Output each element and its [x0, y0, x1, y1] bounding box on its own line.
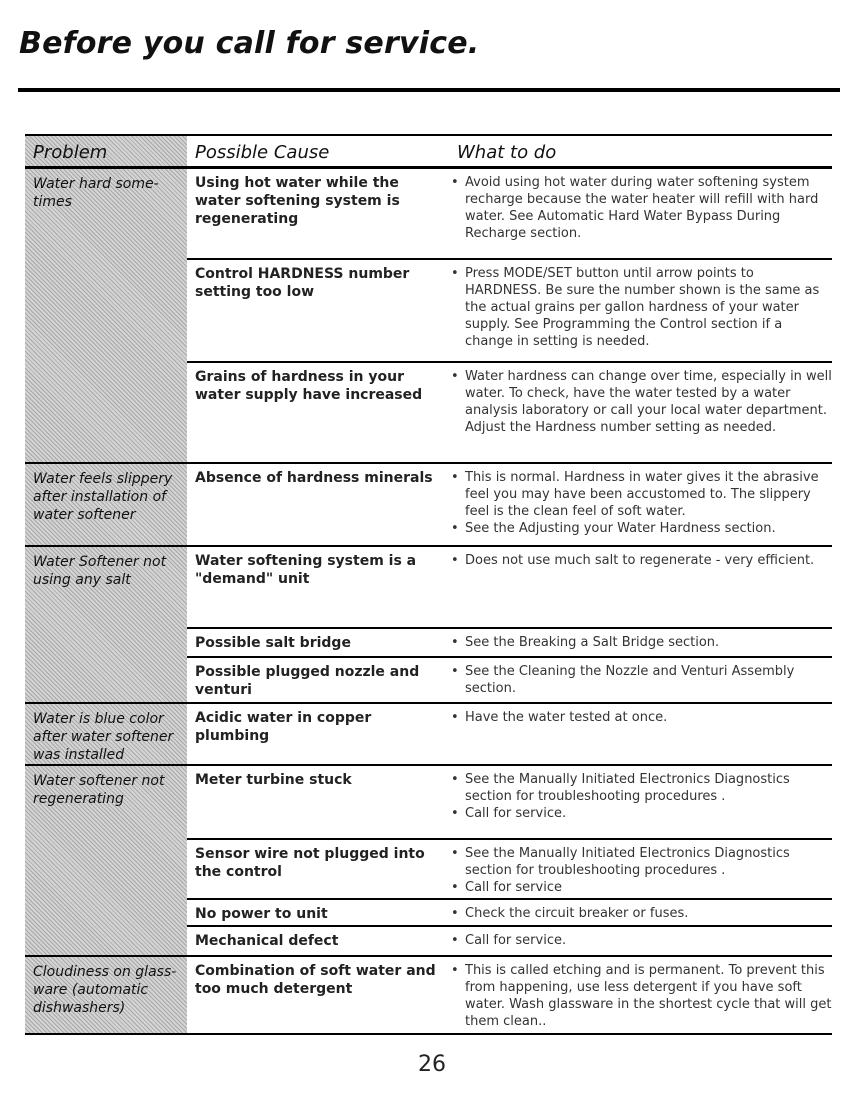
- page-title: Before you call for service.: [19, 26, 480, 61]
- table-row: [187, 361, 832, 462]
- problem-group: [25, 766, 832, 957]
- what-to-do-cell: [449, 927, 832, 955]
- bullet-item: • This is called etching and is permanent. To prevent this from happening, use less detergent if you have soft water. Wash glassware in the shortest cycle that will get them clean..: [451, 962, 832, 1030]
- cause-cell: Sensor wire not plugged into the control: [195, 846, 425, 880]
- cause-cell: Control HARDNESS number setting too low: [195, 266, 410, 300]
- bullet-item: • Press MODE/SET button until arrow points to HARDNESS. Be sure the number shown is the same as the actual grains per gallon hardness of your water supply. See Programming the Control section if a change in setting is needed.: [451, 265, 832, 350]
- problem-group: [25, 464, 832, 547]
- what-to-do-cell: [449, 464, 832, 545]
- header-possible-cause: Possible Cause: [195, 142, 330, 163]
- bullet-item: • Check the circuit breaker or fuses.: [451, 905, 832, 922]
- bullet-item: • Water hardness can change over time, especially in well water. To check, have the water tested by a water analysis laboratory or call your local water department. Adjust the Hardness number setting as needed.: [451, 368, 832, 436]
- page-number: 26: [418, 1052, 446, 1077]
- problem-cell: Cloudiness on glass- ware (automatic dishwashers): [25, 957, 187, 1033]
- what-to-do-cell: [449, 766, 832, 838]
- table-header: [25, 134, 832, 169]
- what-to-do-cell: [449, 363, 832, 462]
- bullet-item: • See the Breaking a Salt Bridge section.: [451, 634, 832, 651]
- table-row: [187, 258, 832, 361]
- what-to-do-cell: [449, 957, 832, 1033]
- what-to-do-cell: [449, 547, 832, 627]
- cause-cell: Meter turbine stuck: [195, 772, 352, 788]
- cause-cell: Mechanical defect: [195, 933, 339, 949]
- troubleshooting-table: [25, 134, 832, 1035]
- problem-group: [25, 169, 832, 464]
- bullet-item: • Does not use much salt to regenerate - very efficient.: [451, 552, 832, 569]
- what-to-do-cell: [449, 704, 832, 744]
- problem-group: [25, 957, 832, 1035]
- table-row: [187, 766, 832, 838]
- cause-cell: Using hot water while the water softening system is regenerating: [195, 175, 400, 227]
- cause-cell: Absence of hardness minerals: [195, 470, 433, 486]
- table-row: [187, 925, 832, 955]
- table-row: [187, 656, 832, 702]
- table-row: [187, 898, 832, 925]
- cause-cell: Combination of soft water and too much detergent: [195, 963, 436, 997]
- title-rule: [18, 88, 840, 92]
- table-row: [187, 627, 832, 656]
- cause-cell: No power to unit: [195, 906, 328, 922]
- table-row: [187, 838, 832, 898]
- what-to-do-cell: [449, 629, 832, 656]
- problem-group: [25, 704, 832, 766]
- what-to-do-cell: [449, 260, 832, 361]
- table-row: [187, 547, 832, 627]
- what-to-do-cell: [449, 169, 832, 258]
- problem-cell: Water feels slippery after installation of water softener: [25, 464, 187, 545]
- problem-cell: Water Softener not using any salt: [25, 547, 187, 702]
- cause-cell: Water softening system is a "demand" unit: [195, 553, 417, 587]
- cause-cell: Acidic water in copper plumbing: [195, 710, 372, 744]
- what-to-do-cell: [449, 840, 832, 898]
- cause-cell: Grains of hardness in your water supply have increased: [195, 369, 423, 403]
- bullet-item: • See the Manually Initiated Electronics Diagnostics section for troubleshooting procedures .: [451, 771, 832, 805]
- bullet-item: • Call for service.: [451, 805, 832, 822]
- cause-cell: Possible plugged nozzle and venturi: [195, 664, 420, 698]
- bullet-item: • See the Cleaning the Nozzle and Venturi Assembly section.: [451, 663, 832, 697]
- table-row: [187, 169, 832, 258]
- bullet-item: • See the Manually Initiated Electronics Diagnostics section for troubleshooting procedures .: [451, 845, 832, 879]
- bullet-item: • Have the water tested at once.: [451, 709, 832, 726]
- problem-cell: Water is blue color after water softener was installed: [25, 704, 187, 764]
- table-row: [187, 704, 832, 744]
- what-to-do-cell: [449, 900, 832, 925]
- bullet-item: • See the Adjusting your Water Hardness section.: [451, 520, 832, 537]
- problem-cell: Water softener not regenerating: [25, 766, 187, 955]
- header-what-to-do: What to do: [457, 142, 557, 163]
- header-problem: Problem: [25, 136, 187, 166]
- cause-cell: Possible salt bridge: [195, 635, 351, 651]
- bullet-item: • This is normal. Hardness in water gives it the abrasive feel you may have been accustomed to. The slippery feel is the clean feel of soft water.: [451, 469, 832, 520]
- problem-group: [25, 547, 832, 704]
- table-row: [187, 464, 832, 545]
- table-row: [187, 957, 832, 1033]
- what-to-do-cell: [449, 658, 832, 702]
- bullet-item: • Call for service: [451, 879, 832, 896]
- bullet-item: • Avoid using hot water during water softening system recharge because the water heater will refill with hard water. See Automatic Hard Water Bypass During Recharge section.: [451, 174, 832, 242]
- problem-cell: Water hard some- times: [25, 169, 187, 462]
- bullet-item: • Call for service.: [451, 932, 832, 949]
